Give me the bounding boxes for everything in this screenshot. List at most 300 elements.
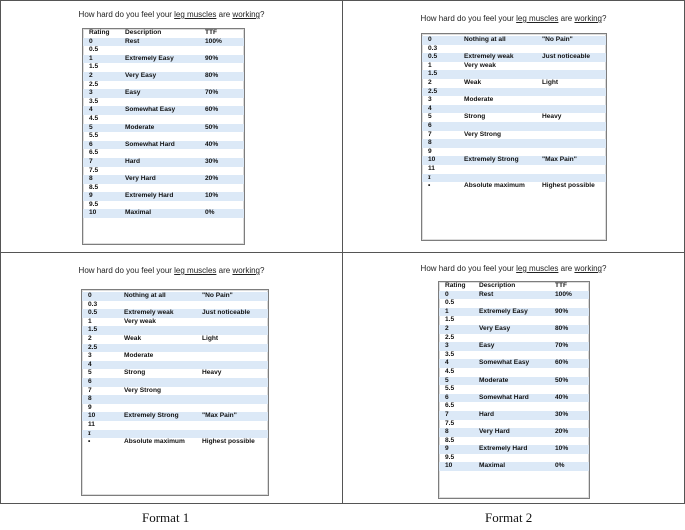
table-row xyxy=(422,148,606,157)
table-row xyxy=(422,156,606,165)
rating-cell: 5 xyxy=(88,369,92,377)
description-cell: Extremely Hard xyxy=(473,445,549,454)
description-cell: Easy xyxy=(473,342,549,351)
description-cell xyxy=(473,368,549,377)
table-row xyxy=(83,72,244,81)
description-cell xyxy=(458,105,536,114)
description-cell xyxy=(473,385,549,394)
rating-cell: 6 xyxy=(83,141,119,150)
description-cell: Moderate xyxy=(124,352,154,360)
value-cell xyxy=(196,395,268,404)
panel-bottom-right xyxy=(342,252,685,504)
rating-cell: 8 xyxy=(82,395,118,404)
value-cell xyxy=(536,62,606,71)
header-description: Description xyxy=(125,29,162,36)
rating-cell: 4 xyxy=(82,361,118,370)
value-cell: 10% xyxy=(549,445,589,454)
description-cell: Absolute maximum xyxy=(464,182,525,190)
description-cell: Weak xyxy=(124,334,142,342)
table-row xyxy=(82,404,268,413)
value-cell: Heavy xyxy=(202,369,222,377)
description-cell: Extremely Hard xyxy=(119,192,199,201)
description-cell: Extremely weak xyxy=(458,53,536,62)
value-cell: 50% xyxy=(549,377,589,386)
rating-cell: 2.5 xyxy=(422,88,458,97)
description-cell xyxy=(458,88,536,97)
ttf-rating-table xyxy=(438,281,590,499)
value-cell xyxy=(196,430,268,439)
rating-cell: • xyxy=(88,438,91,446)
value-cell: 100% xyxy=(549,291,589,300)
value-cell: 0% xyxy=(549,462,589,471)
rating-cell: 1 xyxy=(428,61,432,69)
panel-top-right xyxy=(342,0,685,253)
rating-cell: 9 xyxy=(439,445,473,454)
table-row xyxy=(83,98,244,107)
description-cell xyxy=(118,344,196,353)
rating-cell: 0 xyxy=(82,292,118,301)
rating-cell: 6 xyxy=(82,378,118,387)
table-row xyxy=(83,55,244,64)
value-cell: Highest possible xyxy=(542,182,595,190)
table-row xyxy=(83,141,244,150)
description-cell: Nothing at all xyxy=(458,36,536,45)
rating-cell: 5.5 xyxy=(89,132,99,140)
rating-cell: 3 xyxy=(439,342,473,351)
header-ttf: TTF xyxy=(205,29,218,36)
rating-cell: 5 xyxy=(83,124,119,133)
description-cell xyxy=(119,132,199,141)
rating-cell: 1 xyxy=(439,308,473,317)
rating-cell: 3 xyxy=(428,96,432,104)
table-row xyxy=(422,96,606,105)
rating-cell: 5.5 xyxy=(445,385,455,393)
value-cell xyxy=(196,301,268,310)
rating-cell: 9.5 xyxy=(89,200,99,208)
table-row xyxy=(439,445,589,454)
table-row xyxy=(82,430,268,439)
table-row xyxy=(83,184,244,193)
value-cell xyxy=(196,404,268,413)
description-cell: Maximal xyxy=(473,462,549,471)
table-row xyxy=(82,292,268,301)
header-rating: Rating xyxy=(89,29,110,36)
description-cell xyxy=(458,45,536,54)
ttf-table xyxy=(83,29,244,218)
table-row xyxy=(83,89,244,98)
description-cell xyxy=(473,402,549,411)
value-cell: 80% xyxy=(549,325,589,334)
rating-cell: 0 xyxy=(83,38,119,47)
borg-table xyxy=(82,292,268,447)
value-cell: 40% xyxy=(549,394,589,403)
table-row xyxy=(83,192,244,201)
rating-cell: 0.5 xyxy=(82,309,118,318)
rating-cell: • xyxy=(428,182,431,190)
rating-cell: 7.5 xyxy=(445,419,455,427)
rating-cell: 10 xyxy=(422,156,458,165)
description-cell xyxy=(473,454,549,463)
borg-table xyxy=(422,36,606,191)
rating-cell: 8 xyxy=(422,139,458,148)
rating-cell: 0 xyxy=(439,291,473,300)
value-cell xyxy=(536,96,606,105)
value-cell xyxy=(196,361,268,370)
table-row xyxy=(82,318,268,327)
rating-cell: 11 xyxy=(428,164,435,172)
rating-cell: 8 xyxy=(83,175,119,184)
value-cell xyxy=(199,167,244,176)
value-cell: 80% xyxy=(199,72,244,81)
table-row xyxy=(439,291,589,300)
description-cell: Very Easy xyxy=(473,325,549,334)
rating-cell: 9 xyxy=(83,192,119,201)
table-row xyxy=(82,387,268,396)
table-row xyxy=(439,368,589,377)
table-row xyxy=(83,149,244,158)
value-cell xyxy=(536,88,606,97)
value-cell xyxy=(199,81,244,90)
rating-cell: 1.5 xyxy=(445,316,455,324)
description-cell xyxy=(473,351,549,360)
table-row xyxy=(422,36,606,45)
rating-cell: 6.5 xyxy=(89,149,99,157)
value-cell xyxy=(549,454,589,463)
rating-cell: 4 xyxy=(83,106,119,115)
table-row xyxy=(82,335,268,344)
description-cell: Extremely Strong xyxy=(458,156,536,165)
rating-cell: 3 xyxy=(88,352,92,360)
description-cell xyxy=(473,334,549,343)
description-cell: Somewhat Easy xyxy=(473,359,549,368)
description-cell xyxy=(119,46,199,55)
rating-cell: 8.5 xyxy=(445,436,455,444)
description-cell xyxy=(458,139,536,148)
table-row xyxy=(439,385,589,394)
question-text: How hard do you feel your leg muscles are working? xyxy=(78,266,265,275)
description-cell xyxy=(118,430,196,439)
value-cell xyxy=(199,115,244,124)
description-cell: Very Strong xyxy=(464,130,502,138)
description-cell xyxy=(118,421,196,430)
rating-cell: 7 xyxy=(83,158,119,167)
value-cell: Highest possible xyxy=(202,438,255,446)
table-row xyxy=(83,175,244,184)
value-cell xyxy=(549,334,589,343)
value-cell xyxy=(549,420,589,429)
value-cell: 100% xyxy=(199,38,244,47)
table-row xyxy=(439,351,589,360)
rating-cell: 0.5 xyxy=(445,299,455,307)
rating-cell: 4 xyxy=(439,359,473,368)
description-cell: Strong xyxy=(464,113,486,121)
value-cell xyxy=(549,402,589,411)
description-cell: Extremely Easy xyxy=(473,308,549,317)
value-cell xyxy=(196,318,268,327)
value-cell xyxy=(536,174,606,183)
value-cell: "Max Pain" xyxy=(536,156,606,165)
rating-cell: 0.5 xyxy=(422,53,458,62)
description-cell: Hard xyxy=(119,158,199,167)
table-row xyxy=(422,88,606,97)
rating-cell: 2.5 xyxy=(89,80,99,88)
description-cell xyxy=(473,437,549,446)
table-row xyxy=(422,70,606,79)
table-row xyxy=(83,201,244,210)
table-row xyxy=(422,174,606,183)
rating-cell: 0.5 xyxy=(89,46,99,54)
rating-cell: 6 xyxy=(422,122,458,131)
value-cell xyxy=(199,98,244,107)
description-cell: Rest xyxy=(119,38,199,47)
value-cell: 60% xyxy=(199,106,244,115)
description-cell: Somewhat Easy xyxy=(119,106,199,115)
table-row xyxy=(82,309,268,318)
question-text: How hard do you feel your leg muscles are working? xyxy=(420,264,607,273)
rating-cell: 7 xyxy=(428,130,432,138)
table-row xyxy=(82,395,268,404)
description-cell: Maximal xyxy=(119,209,199,218)
rating-cell: 2 xyxy=(83,72,119,81)
rating-cell: 11 xyxy=(88,420,95,428)
description-cell xyxy=(119,149,199,158)
table-row xyxy=(439,402,589,411)
rating-cell: 4.5 xyxy=(89,114,99,122)
value-cell xyxy=(199,63,244,72)
value-cell xyxy=(196,378,268,387)
table-row xyxy=(422,105,606,114)
value-cell: Light xyxy=(202,334,219,342)
value-cell xyxy=(199,149,244,158)
table-row xyxy=(82,438,268,447)
description-cell xyxy=(119,184,199,193)
description-cell xyxy=(458,122,536,131)
description-cell: Moderate xyxy=(464,96,494,104)
rating-cell: 4.5 xyxy=(445,367,455,375)
value-cell: 70% xyxy=(549,342,589,351)
rating-cell: 2 xyxy=(439,325,473,334)
value-cell: "No Pain" xyxy=(536,36,606,45)
header-rating: Rating xyxy=(445,282,466,289)
rating-cell: 10 xyxy=(82,412,118,421)
rating-cell: 2.5 xyxy=(82,344,118,353)
description-cell xyxy=(118,361,196,370)
description-cell: Very Strong xyxy=(124,386,162,394)
caption-format-2: Format 2 xyxy=(485,510,533,525)
table-row xyxy=(82,352,268,361)
value-cell xyxy=(549,437,589,446)
rating-cell: ɪ xyxy=(82,430,118,439)
table-row xyxy=(83,209,244,218)
value-cell xyxy=(196,387,268,396)
table-row xyxy=(439,308,589,317)
rating-cell: 2 xyxy=(88,334,92,342)
description-cell xyxy=(473,316,549,325)
value-cell xyxy=(549,385,589,394)
table-row xyxy=(439,462,589,471)
table-row xyxy=(422,182,606,191)
rating-cell: 5 xyxy=(439,377,473,386)
panel-bottom-left xyxy=(0,252,343,504)
description-cell xyxy=(473,299,549,308)
value-cell: 20% xyxy=(199,175,244,184)
value-cell xyxy=(536,45,606,54)
header-description: Description xyxy=(479,282,516,289)
value-cell: 30% xyxy=(199,158,244,167)
table-row xyxy=(439,359,589,368)
rating-cell: 10 xyxy=(83,209,119,218)
value-cell: 0% xyxy=(199,209,244,218)
table-row xyxy=(422,45,606,54)
table-row xyxy=(439,316,589,325)
rating-cell: 10 xyxy=(439,462,473,471)
description-cell: Strong xyxy=(124,369,146,377)
borg-rating-table xyxy=(81,289,269,496)
value-cell xyxy=(196,326,268,335)
rating-cell: 2.5 xyxy=(445,333,455,341)
description-cell: Absolute maximum xyxy=(124,438,185,446)
description-cell xyxy=(119,63,199,72)
description-cell xyxy=(118,378,196,387)
rating-cell: 5 xyxy=(428,113,432,121)
description-cell xyxy=(119,201,199,210)
table-row xyxy=(439,437,589,446)
description-cell xyxy=(118,404,196,413)
value-cell xyxy=(536,70,606,79)
description-cell xyxy=(119,167,199,176)
value-cell xyxy=(196,352,268,361)
value-cell: 50% xyxy=(199,124,244,133)
value-cell: 30% xyxy=(549,411,589,420)
value-cell xyxy=(536,139,606,148)
description-cell xyxy=(118,395,196,404)
question-text: How hard do you feel your leg muscles are working? xyxy=(78,10,265,19)
table-row xyxy=(439,420,589,429)
table-row xyxy=(422,113,606,122)
table-row xyxy=(422,165,606,174)
description-cell xyxy=(118,301,196,310)
rating-cell: 9.5 xyxy=(445,453,455,461)
value-cell xyxy=(196,344,268,353)
rating-cell: 0.3 xyxy=(88,300,98,308)
rating-cell: 0 xyxy=(422,36,458,45)
table-row xyxy=(82,412,268,421)
table-row xyxy=(83,81,244,90)
description-cell xyxy=(119,115,199,124)
rating-cell: 3.5 xyxy=(445,350,455,358)
value-cell: 90% xyxy=(199,55,244,64)
value-cell: "No Pain" xyxy=(196,292,268,301)
description-cell: Extremely Easy xyxy=(119,55,199,64)
table-row xyxy=(439,428,589,437)
value-cell: Heavy xyxy=(542,113,562,121)
table-row xyxy=(82,344,268,353)
ttf-table xyxy=(439,282,589,471)
description-cell: Extremely Strong xyxy=(118,412,196,421)
value-cell xyxy=(196,421,268,430)
rating-cell: 1 xyxy=(88,317,92,325)
value-cell: 40% xyxy=(199,141,244,150)
table-row xyxy=(422,139,606,148)
rating-cell: 9 xyxy=(88,403,92,411)
table-row xyxy=(83,158,244,167)
table-row xyxy=(439,454,589,463)
description-cell xyxy=(119,81,199,90)
description-cell xyxy=(118,326,196,335)
rating-cell: 4 xyxy=(422,105,458,114)
table-row xyxy=(83,132,244,141)
value-cell xyxy=(199,184,244,193)
rating-cell: 6 xyxy=(439,394,473,403)
description-cell: Nothing at all xyxy=(118,292,196,301)
rating-cell: 1 xyxy=(83,55,119,64)
table-row xyxy=(83,106,244,115)
description-cell: Very weak xyxy=(124,317,156,325)
table-row xyxy=(422,79,606,88)
description-cell: Somewhat Hard xyxy=(473,394,549,403)
rating-cell: 7 xyxy=(88,386,92,394)
description-cell: Very Easy xyxy=(119,72,199,81)
description-cell xyxy=(458,148,536,157)
description-cell: Moderate xyxy=(119,124,199,133)
value-cell xyxy=(536,148,606,157)
rating-cell: 0.3 xyxy=(428,44,438,52)
value-cell xyxy=(549,316,589,325)
value-cell: Just noticeable xyxy=(196,309,268,318)
table-row xyxy=(439,334,589,343)
table-row xyxy=(422,122,606,131)
value-cell xyxy=(549,368,589,377)
description-cell xyxy=(458,165,536,174)
rating-cell: 7.5 xyxy=(89,166,99,174)
table-row xyxy=(83,167,244,176)
table-row xyxy=(83,63,244,72)
rating-cell: 1.5 xyxy=(422,70,458,79)
value-cell xyxy=(536,131,606,140)
table-row xyxy=(439,342,589,351)
value-cell xyxy=(199,132,244,141)
value-cell xyxy=(199,46,244,55)
caption-format-1: Format 1 xyxy=(142,510,190,525)
description-cell: Somewhat Hard xyxy=(119,141,199,150)
rating-cell: 7 xyxy=(439,411,473,420)
table-row xyxy=(422,62,606,71)
description-cell: Rest xyxy=(473,291,549,300)
table-row xyxy=(439,325,589,334)
description-cell: Hard xyxy=(473,411,549,420)
rating-cell: 1.5 xyxy=(89,63,99,71)
description-cell xyxy=(473,420,549,429)
value-cell xyxy=(549,299,589,308)
description-cell: Weak xyxy=(464,78,482,86)
value-cell: 60% xyxy=(549,359,589,368)
description-cell: Very weak xyxy=(464,61,496,69)
table-row xyxy=(439,299,589,308)
rating-cell: 8.5 xyxy=(89,183,99,191)
table-row xyxy=(439,394,589,403)
table-row xyxy=(83,46,244,55)
header-ttf: TTF xyxy=(555,282,568,289)
table-row xyxy=(82,361,268,370)
rating-cell: 3 xyxy=(83,89,119,98)
description-cell: Very Hard xyxy=(473,428,549,437)
table-row xyxy=(439,377,589,386)
table-row xyxy=(439,411,589,420)
rating-cell: 8 xyxy=(439,428,473,437)
description-cell xyxy=(458,174,536,183)
description-cell xyxy=(458,70,536,79)
value-cell xyxy=(199,201,244,210)
